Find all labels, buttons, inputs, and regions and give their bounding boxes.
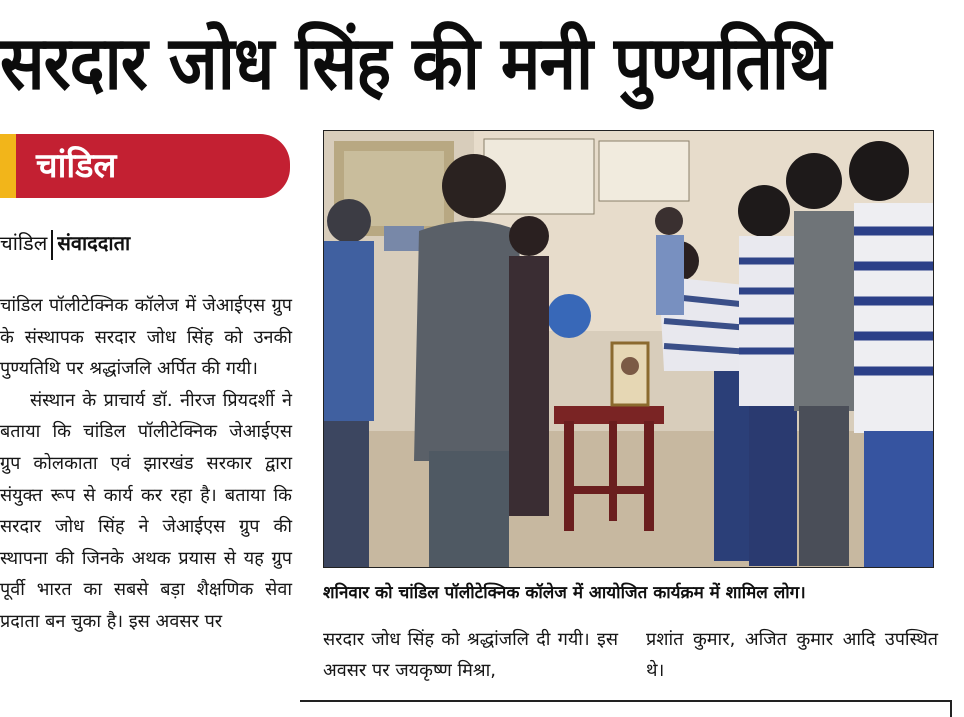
article-column-left: [0, 290, 292, 690]
bottom-divider-vertical: [950, 700, 952, 717]
byline-place: चांडिल: [0, 231, 48, 255]
headline: सरदार जोध सिंह की मनी पुण्यतिथि: [0, 20, 831, 107]
article-paragraph: प्रशांत कुमार, अजित कुमार आदि उपस्थित थे।: [646, 629, 938, 681]
article-column-right: [646, 624, 938, 686]
section-tag-label: चांडिल: [36, 146, 117, 186]
article-paragraph: सरदार जोध सिंह को श्रद्धांजलि दी गयी। इस अवसर पर जयकृष्ण मिश्रा,: [323, 629, 618, 681]
article-paragraph: संस्थान के प्राचार्य डॉ. नीरज प्रियदर्शी ने बताया कि चांडिल पॉलीटेक्निक जेआईएस ग्रुप कोलकाता एवं झारखंड सरकार द्वारा संयुक्त रूप से कार्य कर रहा है। बताया कि सरदार जोध सिंह ने जेआईएस ग्रुप की स्थापना की जिनके अथक प्रयास से यह ग्रुप पूर्वी भारत का सबसे बड़ा शैक्षणिक सेवा प्रदाता बन चुका है। इस अवसर पर: [0, 389, 292, 632]
article-column-middle: [323, 624, 618, 686]
photo-caption: शनिवार को चांडिल पॉलीटेक्निक कॉलेज में आयोजित कार्यक्रम में शामिल लोग।: [323, 583, 806, 603]
byline-reporter: संवाददाता: [57, 231, 131, 255]
byline: [0, 226, 130, 260]
byline-separator: [51, 230, 53, 260]
photo-illustration: [324, 131, 934, 568]
bottom-divider: [300, 700, 952, 702]
article-paragraph: चांडिल पॉलीटेक्निक कॉलेज में जेआईएस ग्रुप के संस्थापक सरदार जोध सिंह को उनकी पुण्यतिथि पर श्रद्धांजलि अर्पित की गयी।: [0, 295, 292, 380]
section-tag: [0, 134, 290, 198]
section-tag-stripe: [0, 134, 16, 198]
news-photo: [323, 130, 934, 568]
